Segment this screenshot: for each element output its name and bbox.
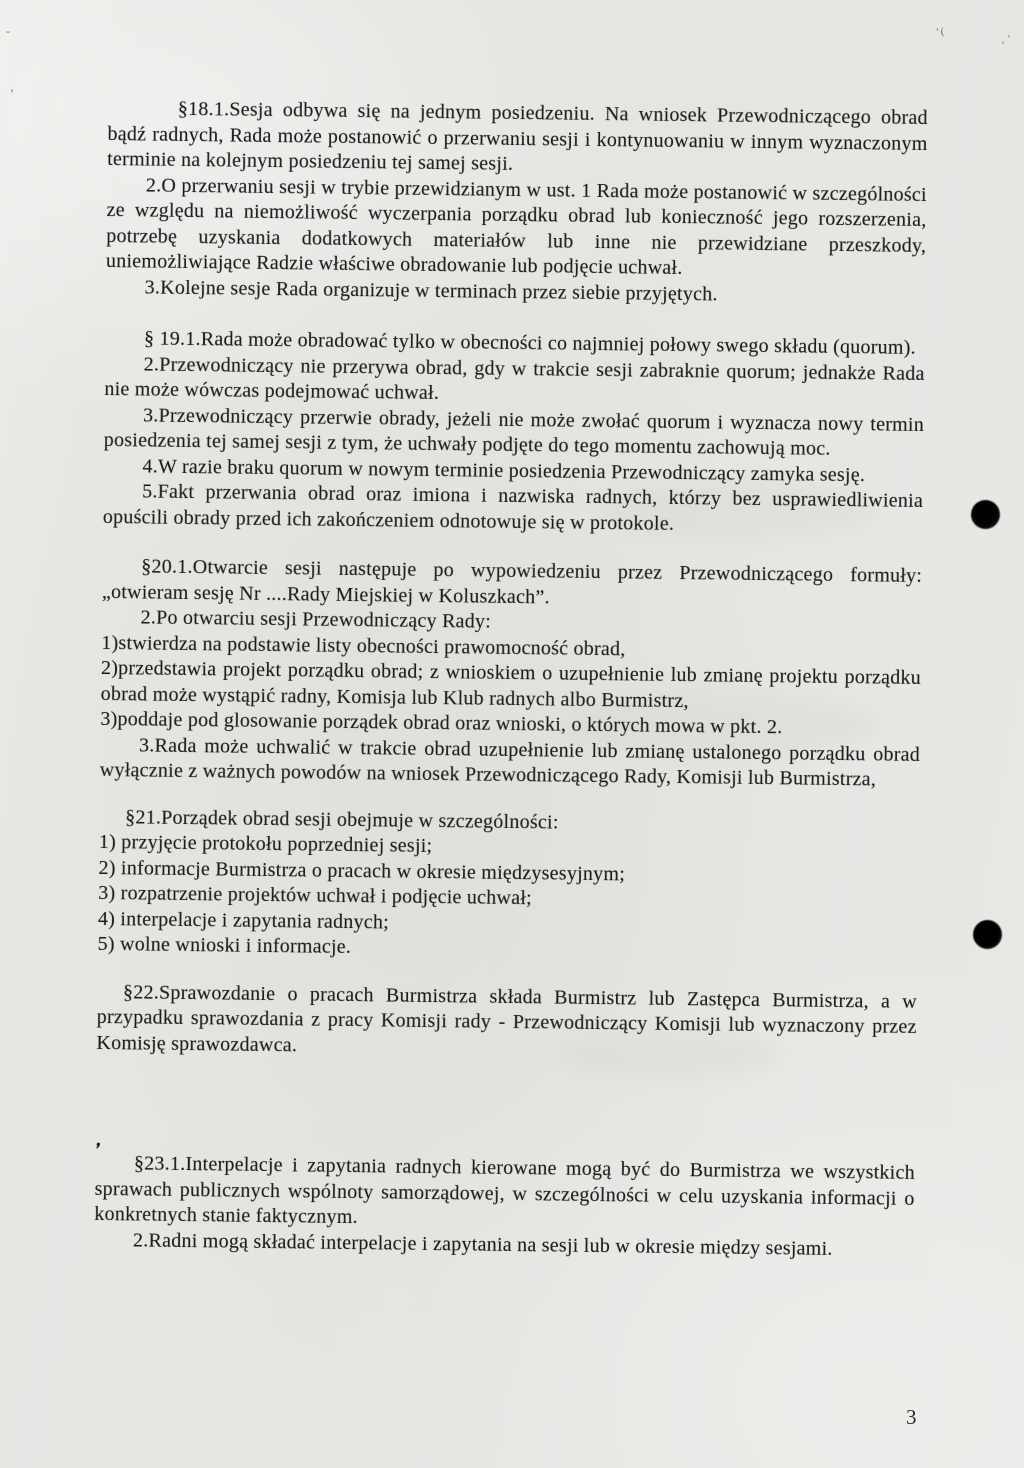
pen-mark-artifact: - xyxy=(6,24,11,38)
pen-mark-artifact: ˛’ xyxy=(1001,32,1012,46)
section-20 xyxy=(100,554,923,794)
pen-mark-artifact: ’ xyxy=(10,86,15,100)
paragraph-22-1: §22.Sprawozdanie o pracach Burmistrza składa Burmistrz lub Zastępca Burmistrza, a w przypadku sprawozdania z pracy Komisji rady - Przewodniczący Komisji lub wyznaczony przez Komisję sprawozdawca. xyxy=(96,980,918,1056)
list-item-20-1: 1)stwierdza na podstawie listy obecności prawomocność obrad, xyxy=(101,631,626,660)
paragraph-20-1: §20.1.Otwarcie sesji następuje po wypowiedzeniu przez Przewodniczącego formuły: „otwieram sesję Nr ....Rady Miejskiej w Koluszkach”. xyxy=(101,555,923,608)
paragraph-21-1: §21.Porządek obrad sesji obejmuje w szczególności: xyxy=(125,805,559,834)
paragraph-18-2: 2.O przerwaniu sesji w trybie przewidzianym w ust. 1 Rada może postanowić w szczególności ze względu na niemożliwość wyczerpania porządku obrad lub konieczność jego rozszerzenia, potrzebę uzyskania dodatkowych materiałów lub inne nie przewidziane przeszkody, uniemożliwiające Radzie właściwe obradowanie lub podjęcie uchwał. xyxy=(105,173,927,280)
ink-dot-artifact xyxy=(971,500,1000,529)
section-23 xyxy=(94,1151,915,1263)
section-22 xyxy=(96,979,917,1066)
paragraph-19-5: 5.Fakt przerwania obrad oraz imiona i nazwiska radnych, którzy bez usprawiedliwienia opuścili obrady przed ich zakończeniem odnotowuje się w protokole. xyxy=(102,480,924,535)
paragraph-18-1: §18.1.Sesja odbywa się na jednym posiedzeniu. Na wniosek Przewodniczącego obrad bądź radnych, Rada może postanowić o przerwaniu sesji i kontynuowaniu w innym wyznaczonym terminie na kolejnym posiedzeniu tej samej sesji. xyxy=(107,97,928,175)
paragraph-19-2: 2.Przewodniczący nie przerywa obrad, gdy w trakcie sesji zabraknie quorum; jednakże Rada nie może wówczas podejmować uchwał. xyxy=(104,352,925,405)
list-item-20-2: 2)przedstawia projekt porządku obrad; z wnioskiem o uzupełnienie lub zmianę projektu porządku obrad może wystąpić radny, Komisja lub Klub radnych albo Burmistrz, xyxy=(100,656,922,712)
list-item-21-2: 2) informacje Burmistrza o pracach w okresie międzysesyjnym; xyxy=(98,856,626,885)
list-item-21-4: 4) interpelacje i zapytania radnych; xyxy=(97,907,390,933)
list-item-20-3: 3)poddaje pod glosowanie porządek obrad oraz wnioski, o których mowa w pkt. 2. xyxy=(100,707,783,739)
ink-dot-artifact xyxy=(973,920,1002,949)
paragraph-18-3: 3.Kolejne sesje Rada organizuje w terminach przez siebie przyjętych. xyxy=(144,275,718,305)
paragraph-19-3: 3.Przewodniczący przerwie obrady, jeżeli nie może zwołać quorum i wyznacza nowy termin posiedzenia tej samej sesji z tym, że uchwały podjęte do tego momentu zachowują moc. xyxy=(103,403,925,460)
paragraph-23-1: §23.1.Interpelacje i zapytania radnych kierowane mogą być do Burmistrza we wszystkich sprawach publicznych wspólnoty samorządowej, w szczególności w celu uzyskania informacji o konkretnych stanie faktycznym. xyxy=(94,1152,916,1229)
stray-comma-artifact: ❜ xyxy=(91,1139,103,1160)
paragraph-20-2: 2.Po otwarciu sesji Przewodniczący Rady: xyxy=(140,606,492,633)
document-text xyxy=(94,96,928,1263)
list-item-21-1: 1) przyjęcie protokołu poprzedniej sesji; xyxy=(98,830,433,858)
page-number: 3 xyxy=(906,1405,917,1429)
pen-mark-artifact: ’( xyxy=(935,25,947,39)
paragraph-20-3: 3.Rada może uchwalić w trakcie obrad uzupełnienie lub zmianę ustalonego porządku obrad wyłącznie z ważnych powodów na wniosek Przewodniczącego Rady, Komisji lub Burmistrza, xyxy=(99,733,921,791)
section-19 xyxy=(103,326,925,540)
paragraph-23-2: 2.Radni mogą składać interpelacje i zapytania na sesji lub w okresie między sesjami. xyxy=(132,1228,833,1260)
section-18 xyxy=(106,96,928,310)
list-item-21-5: 5) wolne wnioski i informacje. xyxy=(97,932,352,959)
section-21 xyxy=(97,804,919,967)
paragraph-19-1: § 19.1.Rada może obradować tylko w obecności co najmniej połowy swego składu (quorum). xyxy=(143,327,917,359)
list-item-21-3: 3) rozpatrzenie projektów uchwał i podjęcie uchwał; xyxy=(98,881,533,910)
paragraph-19-4: 4.W razie braku quorum w nowym terminie posiedzenia Przewodniczący zamyka sesję. xyxy=(142,454,866,486)
